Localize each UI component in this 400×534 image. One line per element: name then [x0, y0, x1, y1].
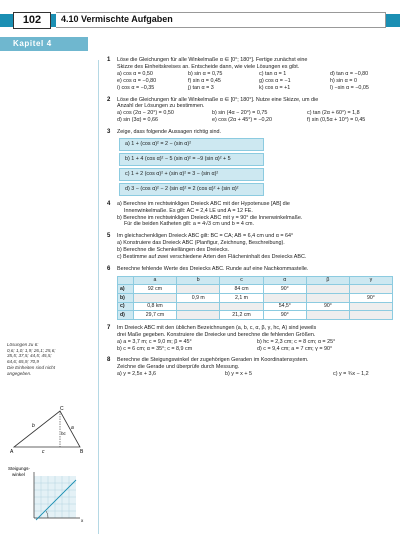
identity-box: a) 1 + (cos α)² = 2 − (sin α)²	[119, 138, 264, 151]
task-items-row	[117, 371, 393, 378]
table-header-cell: γ	[349, 276, 392, 285]
task-item: f) sin α = 0,45	[188, 77, 221, 84]
exercise-list	[108, 57, 393, 378]
vertex-label-a: A	[10, 449, 14, 455]
task-items-row	[117, 110, 393, 117]
task-2	[108, 97, 393, 125]
slope-label: winkel	[12, 472, 25, 477]
page-number: 102	[13, 12, 51, 29]
task-text: Skizze des Einheitskreises an. Entscheide dann, wie viele Lösungen es gibt.	[117, 63, 300, 70]
task-item: k) cos α = +1	[259, 84, 291, 91]
table-cell: 90°	[306, 302, 349, 311]
task-5	[108, 233, 393, 261]
vertex-label-b: B	[80, 449, 84, 455]
task-items-row	[117, 85, 393, 92]
solutions-hint: angegeben.	[7, 370, 32, 376]
side-label-c: c	[42, 449, 45, 455]
task-4	[108, 201, 393, 229]
table-cell-blank	[220, 302, 263, 311]
table-cell-blank	[133, 294, 176, 303]
task-item: d) sin (3α) = 0,66	[117, 117, 159, 124]
task-number: 5	[107, 233, 111, 240]
slope-label: Steigungs-	[8, 466, 30, 471]
task-7	[108, 325, 393, 353]
table-cell: 90°	[349, 294, 392, 303]
task-number: 7	[107, 324, 111, 331]
table-header-cell	[118, 276, 134, 285]
table-cell-blank	[349, 311, 392, 320]
height-label: hc	[61, 431, 66, 436]
table-cell-blank	[306, 294, 349, 303]
table-cell: 90°	[263, 311, 306, 320]
task-item: e) cos α = −0,80	[117, 77, 157, 84]
task-number: 6	[107, 265, 111, 272]
row-label: a)	[118, 285, 134, 294]
table-cell-blank	[349, 285, 392, 294]
row-label: b)	[118, 294, 134, 303]
task-items-row	[117, 71, 393, 78]
task-item: i) cos α = −0,35	[117, 84, 155, 91]
side-label-b: b	[32, 423, 35, 429]
task-item: g) cos α = −1	[259, 77, 291, 84]
task-item: a) a = 3,7 m; c = 9,0 m; β = 45°	[117, 338, 192, 345]
table-cell-blank	[177, 302, 220, 311]
table-cell: 92 cm	[133, 285, 176, 294]
table-header-cell: b	[177, 276, 220, 285]
table-cell: 84 cm	[220, 285, 263, 294]
task-text: a) Berechne im rechtwinkligen Dreieck ABC mit der Hypotenuse [AB] die	[117, 200, 290, 207]
row-label: d)	[118, 311, 134, 320]
task-item: b) sin α = 0,75	[188, 70, 223, 77]
table-cell: 90°	[263, 285, 306, 294]
table-cell: 0,8 km	[133, 302, 176, 311]
task-item: d) c = 9,4 cm; a = 7 cm; γ = 90°	[257, 345, 333, 352]
task-item: a) cos α = 0,50	[117, 70, 153, 77]
task-6	[108, 266, 393, 320]
task-items-row	[117, 117, 393, 124]
identity-box: d) 3 − (cos α)² − 2 (sin α)² = 2 (cos α)² + (sin α)²	[119, 183, 264, 196]
solutions-values: 64,6; 65,9; 70,9	[7, 359, 39, 365]
vertex-label-c: C	[60, 406, 64, 412]
task-number: 4	[107, 200, 111, 207]
table-header-cell: β	[306, 276, 349, 285]
task-item: c) y = ¾x − 1,2	[333, 371, 369, 378]
task-item: h) sin α = 0	[330, 77, 357, 84]
task-3	[108, 129, 393, 196]
task-8	[108, 357, 393, 378]
task-text: Zeichne die Gerade und überprüfe durch Messung.	[117, 364, 240, 371]
table-header-cell: α	[263, 276, 306, 285]
solutions-values: 0,6; 1,0; 1,9; 26,1; 25,6;	[7, 347, 56, 353]
table-cell: 2,1 m	[220, 294, 263, 303]
table-row	[118, 294, 393, 303]
task-items-row	[117, 78, 393, 85]
task-item: j) tan α = 3	[188, 84, 214, 91]
task-text: Berechne fehlende Werte des Dreiecks ABC. Runde auf eine Nachkommastelle.	[117, 265, 309, 272]
table-cell-blank	[306, 311, 349, 320]
task-item: a) y = 2,5x + 3,6	[117, 371, 156, 378]
task-item: e) cos (2α + 45°) = −0,20	[212, 117, 272, 124]
solutions-note	[7, 342, 93, 376]
task-number: 3	[107, 129, 111, 136]
task-item: b) c = 6 cm; α = 35°; c = 8,9 cm	[117, 345, 193, 352]
page-title: 4.10 Vermischte Aufgaben	[56, 12, 386, 28]
solutions-title: Lösungen zu 6:	[7, 342, 39, 347]
table-cell-blank	[306, 285, 349, 294]
task-text: Innenwinkelmaße. Es gilt: AC = 2,4 LE und A = 12 FE.	[124, 207, 253, 214]
chapter-tab: Kapitel 4	[0, 37, 88, 51]
task-text: Berechne die Steigungswinkel der zugehörigen Geraden im Koordinatensystem.	[117, 357, 309, 364]
x-axis-label: x	[81, 518, 84, 523]
task-text: c) Bestimme auf zwei verschiedene Arten den Flächeninhalt des Dreiecks ABC.	[117, 254, 307, 261]
table-cell-blank	[349, 302, 392, 311]
table-cell-blank	[263, 294, 306, 303]
table-header-cell: a	[133, 276, 176, 285]
solutions-values: 35,5; 37,5; 44,5; 45,5;	[7, 353, 52, 359]
values-table	[117, 276, 393, 320]
task-number: 2	[107, 96, 111, 103]
row-label: c)	[118, 302, 134, 311]
table-cell: 21,2 cm	[220, 311, 263, 320]
task-item: a) cos (2α − 20°) = 0,50	[117, 110, 174, 117]
table-cell: 54,5°	[263, 302, 306, 311]
task-text: Löse die Gleichungen für alle Winkelmaße α ∈ [0°; 180°]. Fertige zunächst eine	[117, 57, 308, 63]
task-item: b) sin (4α − 20°) = 0,75	[212, 110, 268, 117]
table-row	[118, 311, 393, 320]
slope-angle-figure	[6, 462, 90, 524]
table-row	[118, 285, 393, 294]
triangle-figure	[10, 405, 90, 455]
identity-box: b) 1 + 4 (cos α)² − 5 (sin α)² = −9 (sin α)² + 5	[119, 153, 264, 166]
task-number: 8	[107, 357, 111, 364]
task-text: b) Berechne im rechtwinkligen Dreieck ABC mit γ = 90° die Innenwinkelmaße.	[117, 214, 303, 221]
table-cell-blank	[177, 311, 220, 320]
task-text: b) Berechne die Schenkellängen des Dreiecks.	[117, 247, 230, 254]
side-label-a: a	[71, 425, 74, 431]
page-header	[0, 0, 400, 32]
task-text: Zeige, dass folgende Aussagen richtig sind.	[117, 129, 221, 136]
task-item: c) tan α = 1	[259, 70, 287, 77]
margin-divider	[98, 60, 99, 534]
task-text: drei Maße gegeben. Konstruiere die Dreiecke und berechne die fehlenden Größen.	[117, 331, 316, 338]
task-item: b) y = x + 5	[225, 371, 252, 378]
task-text: Löse die Gleichungen für alle Winkelmaße α ∈ [0°; 180°]. Nutze eine Skizze, um die	[117, 96, 319, 103]
task-items-row	[117, 339, 393, 346]
task-text: Im gleichschenkligen Dreieck ABC gilt: BC = CA; AB = 6,4 cm und α = 64°	[117, 233, 294, 240]
task-item: d) tan α = −0,80	[330, 70, 369, 77]
task-item: b) hc = 2,3 cm; c = 8 cm; α = 25°	[257, 338, 336, 345]
task-1	[108, 57, 393, 92]
table-cell-blank	[177, 285, 220, 294]
task-text: Anzahl der Lösungen zu bestimmen.	[117, 103, 205, 110]
task-items-row	[117, 346, 393, 353]
task-text: a) Konstruiere das Dreieck ABC (Planfigur, Zeichnung, Beschreibung).	[117, 240, 285, 247]
task-item: c) tan (2α + 60°) = 1,8	[307, 110, 360, 117]
task-item: l) −sin α = −0,05	[330, 84, 369, 91]
table-header-row	[118, 276, 393, 285]
table-cell: 29,7 cm	[133, 311, 176, 320]
identity-box: c) 1 + 2 (cos α)² + (sin α)² = 3 − (sin α)²	[119, 168, 264, 181]
table-cell: 0,9 m	[177, 294, 220, 303]
task-text: Im Dreieck ABC mit den üblichen Bezeichnungen (a, b, c, α, β, γ, hc, A) sind jeweils	[117, 324, 317, 331]
table-row	[118, 302, 393, 311]
task-text: Für die beiden Katheten gilt: a = 4√3 cm und b = 4 cm.	[124, 221, 255, 228]
solutions-hint: Die Einheiten sind nicht	[7, 364, 56, 370]
table-header-cell: c	[220, 276, 263, 285]
task-number: 1	[107, 57, 111, 63]
task-item: f) sin (0,5α + 10°) = 0,45	[307, 117, 366, 124]
